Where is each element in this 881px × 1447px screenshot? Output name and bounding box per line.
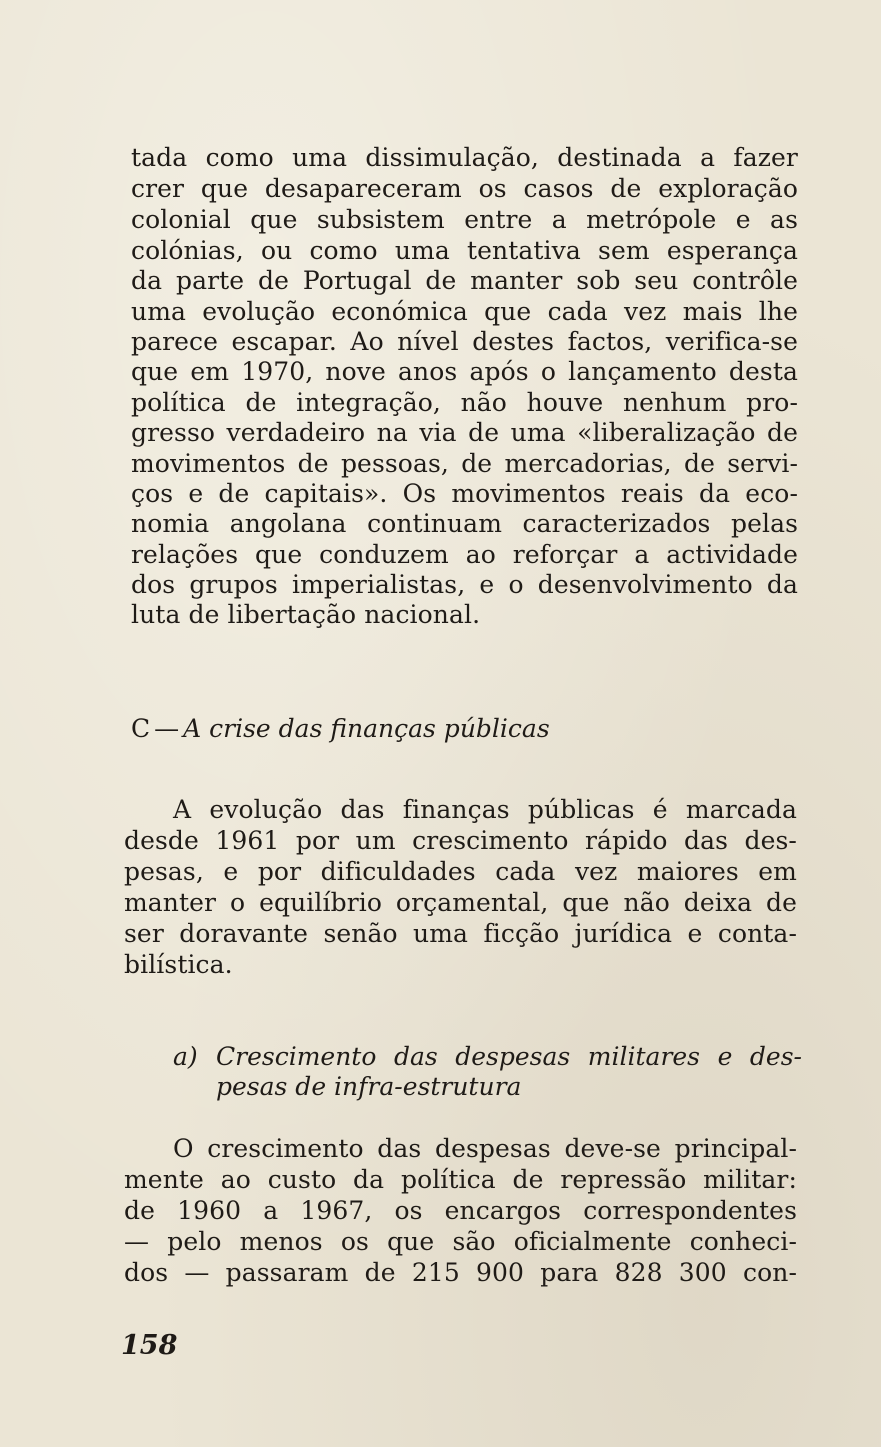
text-line: uma evolução económica que cada vez mais lhe — [131, 297, 798, 326]
section-letter: C — [131, 714, 151, 743]
text-line: bilística. — [124, 950, 233, 979]
text-line: política de integração, não houve nenhum pro- — [131, 388, 798, 417]
text-line: de 1960 a 1967, os encargos correspondentes — [124, 1196, 797, 1225]
text-line: crer que desapareceram os casos de exploração — [131, 174, 798, 203]
text-line: dos grupos imperialistas, e o desenvolvimento da — [131, 570, 798, 599]
section-title: A crise das finanças públicas — [183, 714, 550, 743]
text-line: ser doravante senão uma ficção jurídica e conta- — [124, 919, 797, 948]
text-line: O crescimento das despesas deve-se principal- — [173, 1134, 797, 1163]
text-line: tada como uma dissimulação, destinada a fazer — [131, 143, 798, 172]
text-line: gresso verdadeiro na via de uma «liberalização de — [131, 418, 798, 447]
text-line: A evolução das finanças públicas é marcada — [173, 795, 797, 824]
subsection-title-line-2: pesas de infra-estrutura — [216, 1072, 522, 1101]
section-dash: — — [154, 714, 180, 743]
text-line: nomia angolana continuam caracterizados pelas — [131, 509, 798, 538]
text-line: pesas, e por dificuldades cada vez maiores em — [124, 857, 797, 886]
text-line: que em 1970, nove anos após o lançamento desta — [131, 357, 798, 386]
text-line: parece escapar. Ao nível destes factos, verifica-se — [131, 327, 798, 356]
text-line: dos — passaram de 215 900 para 828 300 con- — [124, 1258, 797, 1287]
text-line: colónias, ou como uma tentativa sem esperança — [131, 236, 798, 265]
text-line: ços e de capitais». Os movimentos reais da eco- — [131, 479, 798, 508]
text-line: desde 1961 por um crescimento rápido das des- — [124, 826, 797, 855]
text-line: — pelo menos os que são oficialmente conheci- — [124, 1227, 797, 1256]
text-line: da parte de Portugal de manter sob seu contrôle — [131, 266, 798, 295]
text-line: mente ao custo da política de repressão militar: — [124, 1165, 797, 1194]
text-line: colonial que subsistem entre a metrópole e as — [131, 205, 798, 234]
page-number: 158 — [121, 1330, 178, 1361]
text-line: luta de libertação nacional. — [131, 600, 481, 629]
subsection-title-line-1: Crescimento das despesas militares e des- — [216, 1042, 802, 1071]
section-heading-c — [131, 714, 550, 744]
text-line: movimentos de pessoas, de mercadorias, de servi- — [131, 449, 798, 478]
text-line: relações que conduzem ao reforçar a actividade — [131, 540, 798, 569]
text-line: manter o equilíbrio orçamental, que não deixa de — [124, 888, 797, 917]
subsection-marker: a) — [173, 1042, 198, 1071]
